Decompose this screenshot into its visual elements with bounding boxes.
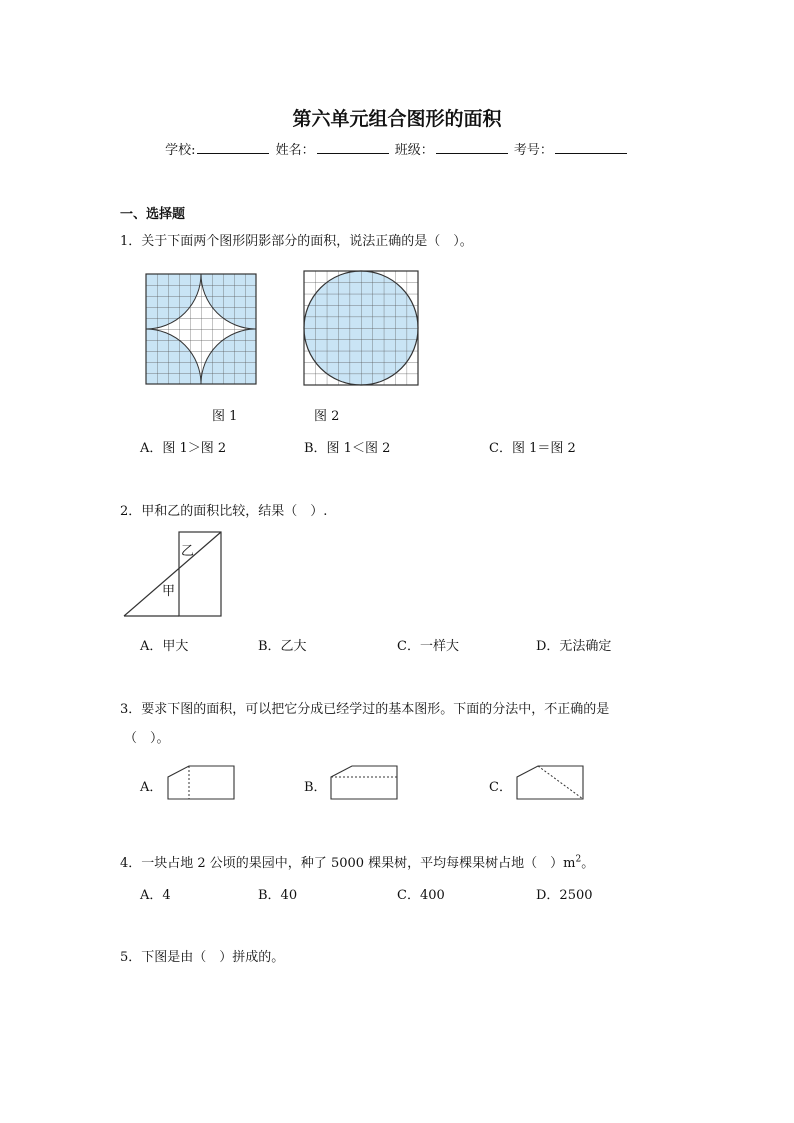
q3-figure-a [167,765,237,801]
number-label: 考号： [513,143,553,158]
label-yi: 乙 [181,544,195,559]
figure-1-label: 图 1 [212,409,238,424]
label-jia: 甲 [162,584,176,599]
q2-option-d[interactable]: D．无法确定 [536,639,612,654]
class-label: 班级： [394,143,434,158]
q4-option-d[interactable]: D．2500 [536,888,593,903]
q1-option-a[interactable]: A．图 1＞图 2 [140,441,227,456]
name-label: 姓名： [275,143,315,158]
page-title: 第六单元组合图形的面积 [292,108,502,130]
q3-figure-c [516,765,588,801]
q2-option-c[interactable]: C．一样大 [397,639,459,654]
figure-1 [146,274,256,384]
figure-jia-yi [124,531,224,619]
q4-stem-end: 。 [581,856,595,871]
q3-option-b[interactable]: B． [304,780,327,795]
q4-option-b[interactable]: B．40 [258,888,298,903]
question-5-stem: 5．下图是由（ ）拼成的。 [120,950,285,965]
class-blank [436,141,508,154]
figure-2 [304,271,418,385]
q1-option-b[interactable]: B．图 1＜图 2 [304,441,391,456]
q4-stem-text: 4．一块占地 2 公顷的果园中，种了 5000 棵果树，平均每棵果树占地（ ）m [120,856,576,871]
school-label: 学校: [165,143,196,158]
q2-option-a[interactable]: A．甲大 [140,639,189,654]
question-3-stem-line1: 3．要求下图的面积，可以把它分成已经学过的基本图形。下面的分法中，不正确的是 [120,702,610,717]
question-3-stem-line2: （ ）。 [124,731,170,746]
q2-option-b[interactable]: B．乙大 [258,639,307,654]
q1-option-c[interactable]: C．图 1＝图 2 [489,441,576,456]
figure-2-label: 图 2 [314,409,340,424]
q4-option-a[interactable]: A．4 [140,888,171,903]
q3-option-a[interactable]: A． [140,780,163,795]
section-heading: 一、选择题 [120,207,186,222]
number-blank [555,141,627,154]
student-info [0,139,794,158]
q4-option-c[interactable]: C．400 [397,888,445,903]
q4-stem-superscript: 2 [575,854,582,865]
question-4-stem [120,852,594,871]
school-blank [197,141,269,154]
name-blank [317,141,389,154]
q3-figure-b [330,765,402,801]
question-2-stem: 2．甲和乙的面积比较，结果（ ）. [120,504,328,519]
q3-option-c[interactable]: C． [489,780,512,795]
question-1-stem: 1．关于下面两个图形阴影部分的面积，说法正确的是（ ）。 [120,234,473,249]
